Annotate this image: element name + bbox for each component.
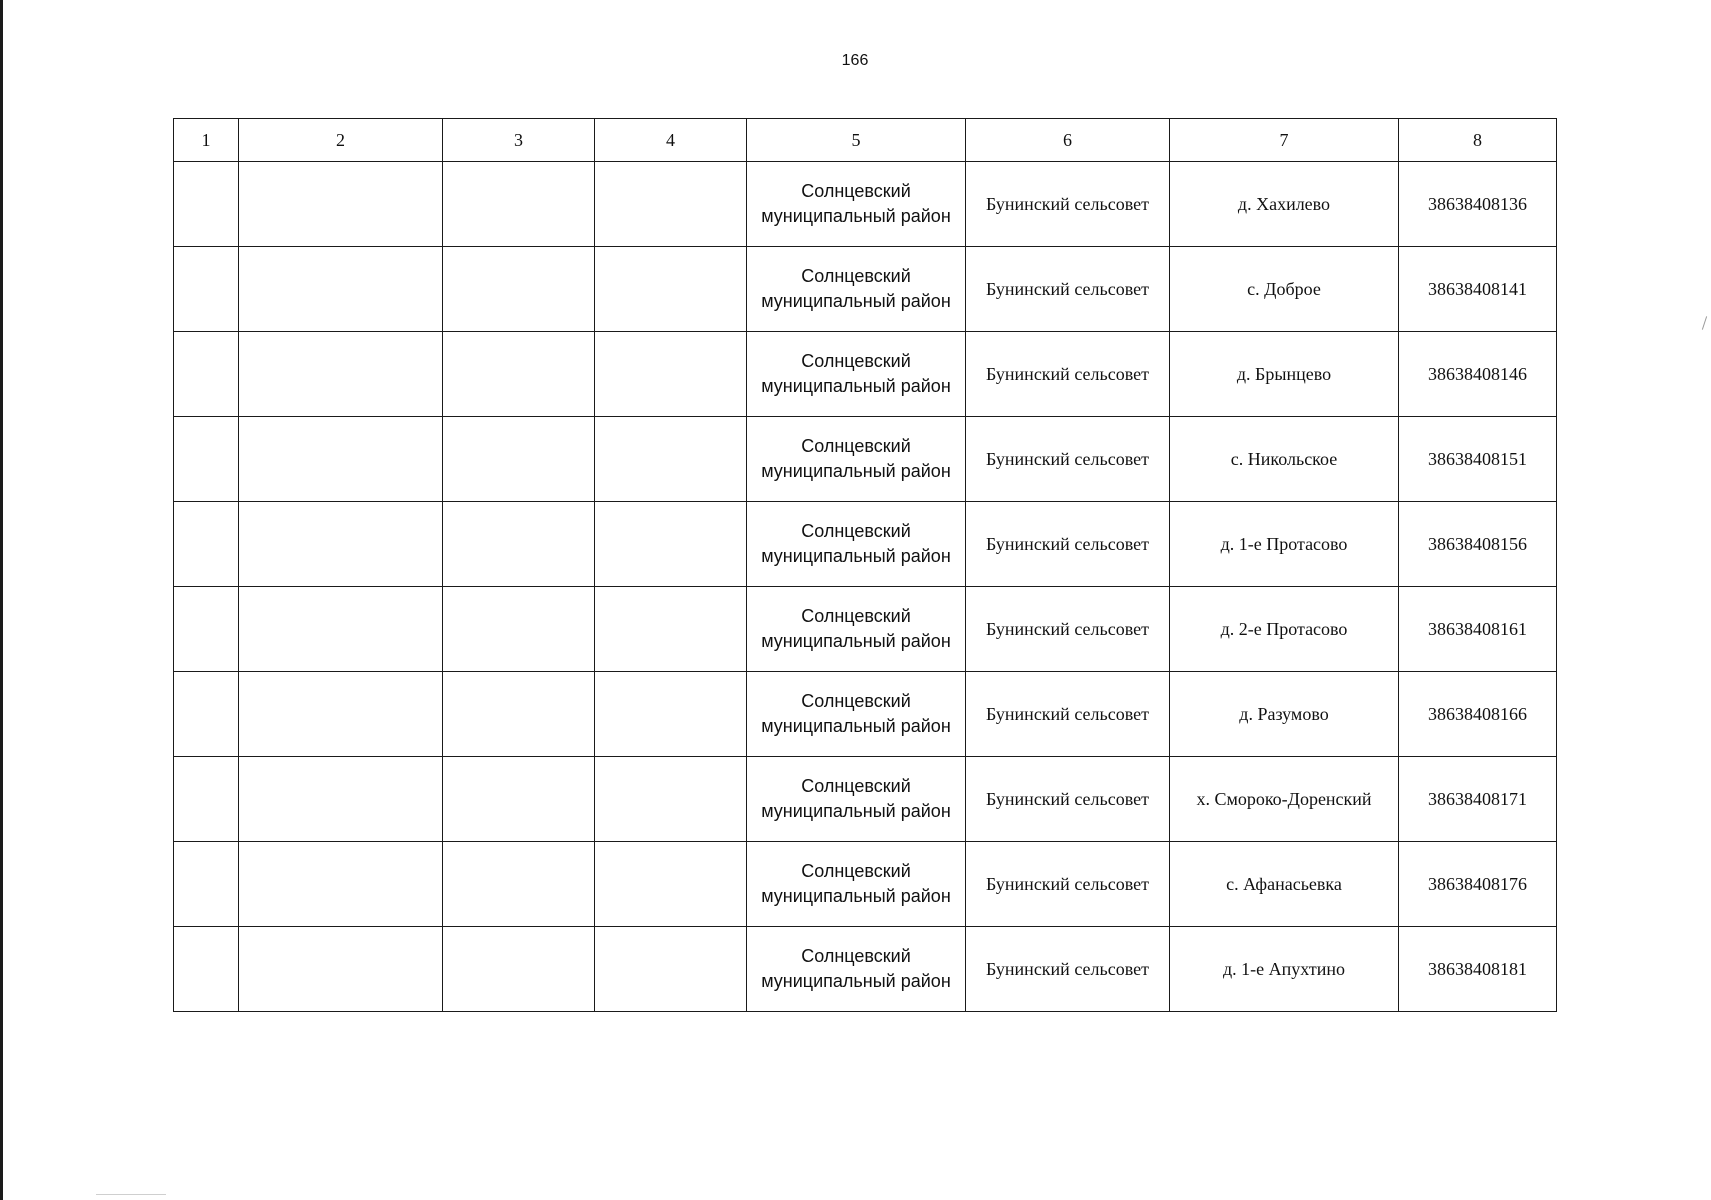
cell-col-4 [595,502,747,587]
cell-settlement-council: Бунинский сельсовет [966,417,1170,502]
cell-oktmo-code: 38638408181 [1399,927,1557,1012]
cell-col-3 [443,332,595,417]
cell-district: Солнцевский муниципальный район [747,927,966,1012]
cell-district: Солнцевский муниципальный район [747,842,966,927]
cell-col-4 [595,672,747,757]
cell-col-1 [174,757,239,842]
page-number: 166 [841,52,869,69]
cell-locality: д. 1-е Апухтино [1170,927,1399,1012]
cell-col-2 [239,672,443,757]
cell-col-2 [239,757,443,842]
table-row [174,332,1557,417]
cell-col-2 [239,247,443,332]
header-cell-3: 3 [443,119,595,162]
cell-oktmo-code: 38638408171 [1399,757,1557,842]
cell-col-3 [443,757,595,842]
cell-locality: д. 1-е Протасово [1170,502,1399,587]
cell-locality: х. Смороко-Доренский [1170,757,1399,842]
scan-noise-line [96,1194,166,1195]
cell-oktmo-code: 38638408176 [1399,842,1557,927]
cell-district: Солнцевский муниципальный район [747,757,966,842]
cell-col-4 [595,842,747,927]
register-table [173,118,1557,1012]
header-cell-4: 4 [595,119,747,162]
cell-col-3 [443,927,595,1012]
table-row [174,587,1557,672]
cell-oktmo-code: 38638408136 [1399,162,1557,247]
table-row [174,672,1557,757]
header-cell-1: 1 [174,119,239,162]
cell-col-1 [174,502,239,587]
cell-col-4 [595,757,747,842]
cell-col-2 [239,927,443,1012]
cell-locality: д. Разумово [1170,672,1399,757]
cell-settlement-council: Бунинский сельсовет [966,247,1170,332]
cell-col-1 [174,587,239,672]
cell-locality: с. Доброе [1170,247,1399,332]
header-cell-8: 8 [1399,119,1557,162]
table-row [174,417,1557,502]
cell-oktmo-code: 38638408146 [1399,332,1557,417]
scan-stray-mark [1702,316,1707,330]
cell-locality: с. Афанасьевка [1170,842,1399,927]
cell-col-1 [174,332,239,417]
header-cell-2: 2 [239,119,443,162]
header-cell-5: 5 [747,119,966,162]
cell-col-3 [443,502,595,587]
cell-col-3 [443,587,595,672]
cell-col-3 [443,842,595,927]
cell-oktmo-code: 38638408151 [1399,417,1557,502]
cell-settlement-council: Бунинский сельсовет [966,757,1170,842]
table-row [174,502,1557,587]
cell-col-1 [174,842,239,927]
table-row [174,757,1557,842]
cell-locality: д. 2-е Протасово [1170,587,1399,672]
cell-district: Солнцевский муниципальный район [747,417,966,502]
cell-district: Солнцевский муниципальный район [747,672,966,757]
cell-col-1 [174,672,239,757]
cell-settlement-council: Бунинский сельсовет [966,842,1170,927]
table-row [174,927,1557,1012]
cell-col-4 [595,162,747,247]
header-row [174,119,1557,162]
cell-col-2 [239,162,443,247]
table-row [174,842,1557,927]
cell-col-3 [443,162,595,247]
cell-locality: д. Хахилево [1170,162,1399,247]
cell-col-3 [443,417,595,502]
cell-col-3 [443,672,595,757]
cell-col-1 [174,247,239,332]
table-row [174,162,1557,247]
cell-col-4 [595,332,747,417]
cell-locality: с. Никольское [1170,417,1399,502]
cell-col-4 [595,927,747,1012]
cell-district: Солнцевский муниципальный район [747,247,966,332]
cell-col-2 [239,417,443,502]
header-cell-6: 6 [966,119,1170,162]
header-cell-7: 7 [1170,119,1399,162]
cell-district: Солнцевский муниципальный район [747,332,966,417]
cell-district: Солнцевский муниципальный район [747,502,966,587]
cell-col-2 [239,842,443,927]
cell-col-1 [174,927,239,1012]
table-row [174,247,1557,332]
cell-col-3 [443,247,595,332]
cell-oktmo-code: 38638408166 [1399,672,1557,757]
cell-col-1 [174,417,239,502]
cell-settlement-council: Бунинский сельсовет [966,162,1170,247]
cell-settlement-council: Бунинский сельсовет [966,502,1170,587]
cell-settlement-council: Бунинский сельсовет [966,587,1170,672]
cell-col-2 [239,332,443,417]
cell-col-4 [595,247,747,332]
cell-col-2 [239,502,443,587]
cell-oktmo-code: 38638408161 [1399,587,1557,672]
cell-col-4 [595,587,747,672]
scan-left-border [0,0,3,1200]
cell-settlement-council: Бунинский сельсовет [966,332,1170,417]
cell-oktmo-code: 38638408141 [1399,247,1557,332]
cell-oktmo-code: 38638408156 [1399,502,1557,587]
cell-col-1 [174,162,239,247]
cell-settlement-council: Бунинский сельсовет [966,672,1170,757]
cell-col-4 [595,417,747,502]
cell-district: Солнцевский муниципальный район [747,162,966,247]
table-header [174,119,1557,162]
cell-district: Солнцевский муниципальный район [747,587,966,672]
table-body [174,162,1557,1012]
cell-col-2 [239,587,443,672]
cell-locality: д. Брынцево [1170,332,1399,417]
cell-settlement-council: Бунинский сельсовет [966,927,1170,1012]
